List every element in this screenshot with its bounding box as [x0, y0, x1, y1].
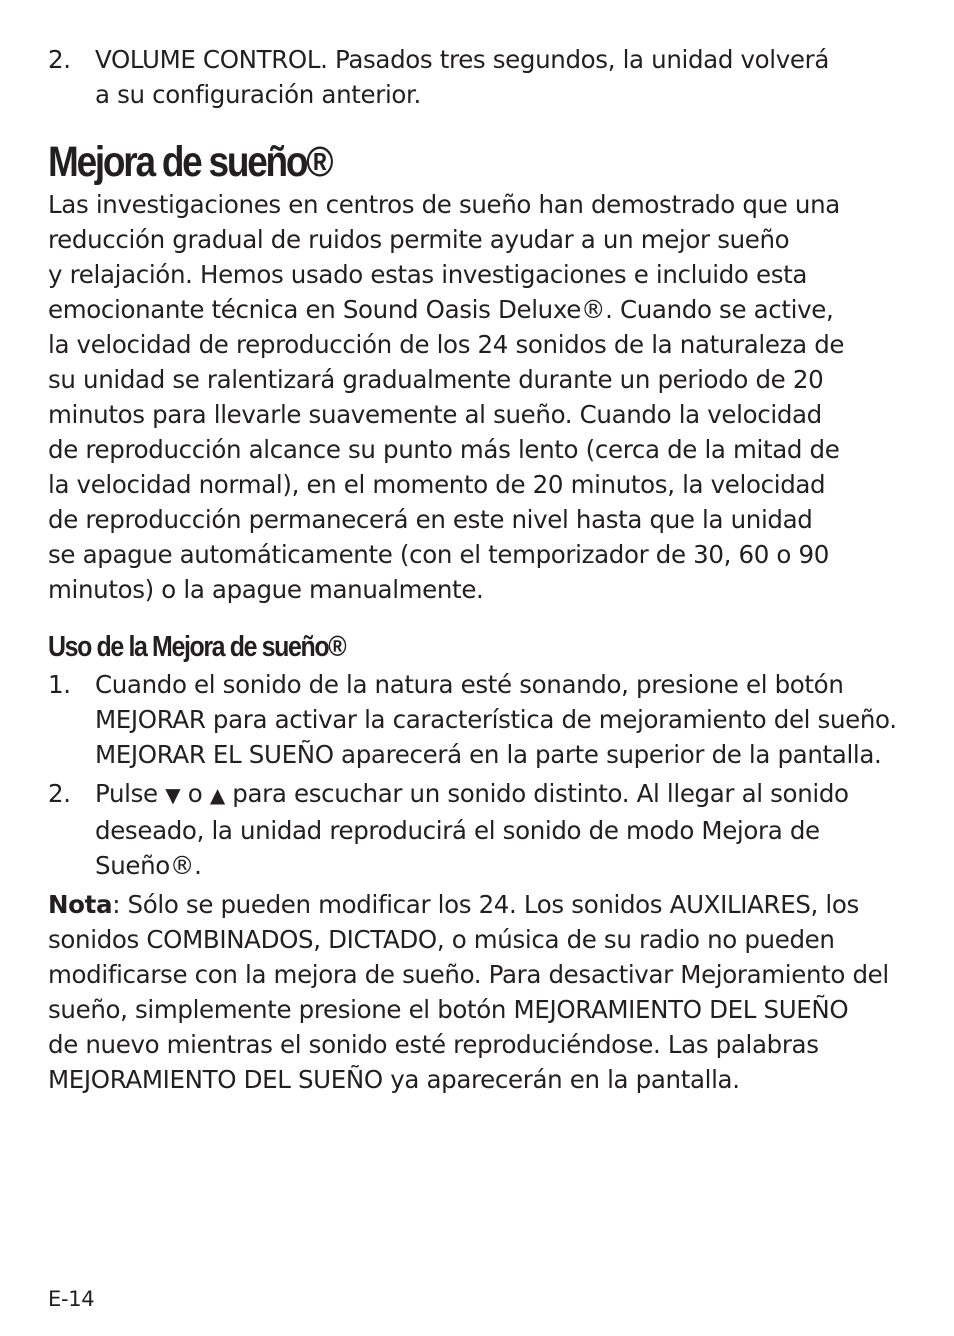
paragraph-line: se apague automáticamente (con el temporizador de 30, 60 o 90: [48, 540, 829, 569]
step-text: o: [187, 779, 203, 808]
page-number: E-14: [48, 1287, 95, 1311]
paragraph-line: MEJORAMIENTO DEL SUEÑO ya aparecerán en la pantalla.: [48, 1065, 740, 1094]
page-content: [48, 42, 918, 1097]
paragraph-line: reducción gradual de ruidos permite ayudar a un mejor sueño: [48, 225, 790, 254]
paragraph-line: sonidos COMBINADOS, DICTADO, o música de su radio no pueden: [48, 925, 835, 954]
list-item-step-1: [48, 667, 918, 772]
subsection-heading: Uso de la Mejora de sueño®: [48, 631, 346, 663]
list-item-number: 1.: [48, 670, 71, 699]
down-triangle-icon: ▼: [165, 783, 181, 807]
paragraph-line: la velocidad de reproducción de los 24 sonidos de la naturaleza de: [48, 330, 845, 359]
list-item-line: MEJORAR para activar la característica de mejoramiento del sueño.: [95, 705, 897, 734]
list-item-line: deseado, la unidad reproducirá el sonido de modo Mejora de: [95, 816, 820, 845]
step-text: Pulse: [95, 779, 158, 808]
list-item-step-2: [48, 776, 918, 883]
paragraph-line: de nuevo mientras el sonido esté reproduciéndose. Las palabras: [48, 1030, 819, 1059]
step-text: para escuchar un sonido distinto. Al llegar al sonido: [232, 779, 849, 808]
paragraph-line: su unidad se ralentizará gradualmente durante un periodo de 20: [48, 365, 824, 394]
note-paragraph: [48, 887, 918, 1097]
list-item-line: VOLUME CONTROL. Pasados tres segundos, la unidad volverá: [95, 45, 829, 74]
paragraph-line: Las investigaciones en centros de sueño han demostrado que una: [48, 190, 840, 219]
section-paragraph: [48, 187, 918, 607]
paragraph-line: y relajación. Hemos usado estas investigaciones e incluido esta: [48, 260, 808, 289]
paragraph-line: de reproducción permanecerá en este nivel hasta que la unidad: [48, 505, 813, 534]
note-label: Nota: [48, 890, 113, 919]
list-item-line: a su configuración anterior.: [95, 80, 421, 109]
section-heading: Mejora de sueño®: [48, 138, 332, 186]
paragraph-line: [48, 887, 918, 922]
list-item-line: MEJORAR EL SUEÑO aparecerá en la parte superior de la pantalla.: [95, 740, 882, 769]
list-item-line: [95, 776, 918, 813]
list-item-line: Cuando el sonido de la natura esté sonando, presione el botón: [95, 670, 844, 699]
paragraph-line: sueño, simplemente presione el botón MEJORAMIENTO DEL SUEÑO: [48, 995, 849, 1024]
list-item-line: Sueño®.: [95, 851, 202, 880]
list-item-number: 2.: [48, 45, 71, 74]
paragraph-line: modificarse con la mejora de sueño. Para desactivar Mejoramiento del: [48, 960, 889, 989]
paragraph-line: minutos para llevarle suavemente al sueño. Cuando la velocidad: [48, 400, 822, 429]
paragraph-line: minutos) o la apague manualmente.: [48, 575, 484, 604]
paragraph-line: de reproducción alcance su punto más lento (cerca de la mitad de: [48, 435, 840, 464]
up-triangle-icon: ▲: [209, 783, 225, 807]
paragraph-line: emocionante técnica en Sound Oasis Deluxe®. Cuando se active,: [48, 295, 834, 324]
list-item-volume-control: [48, 42, 918, 112]
paragraph-line: la velocidad normal), en el momento de 20 minutos, la velocidad: [48, 470, 826, 499]
note-text: : Sólo se pueden modificar los 24. Los sonidos AUXILIARES, los: [112, 890, 859, 919]
list-item-number: 2.: [48, 779, 71, 808]
